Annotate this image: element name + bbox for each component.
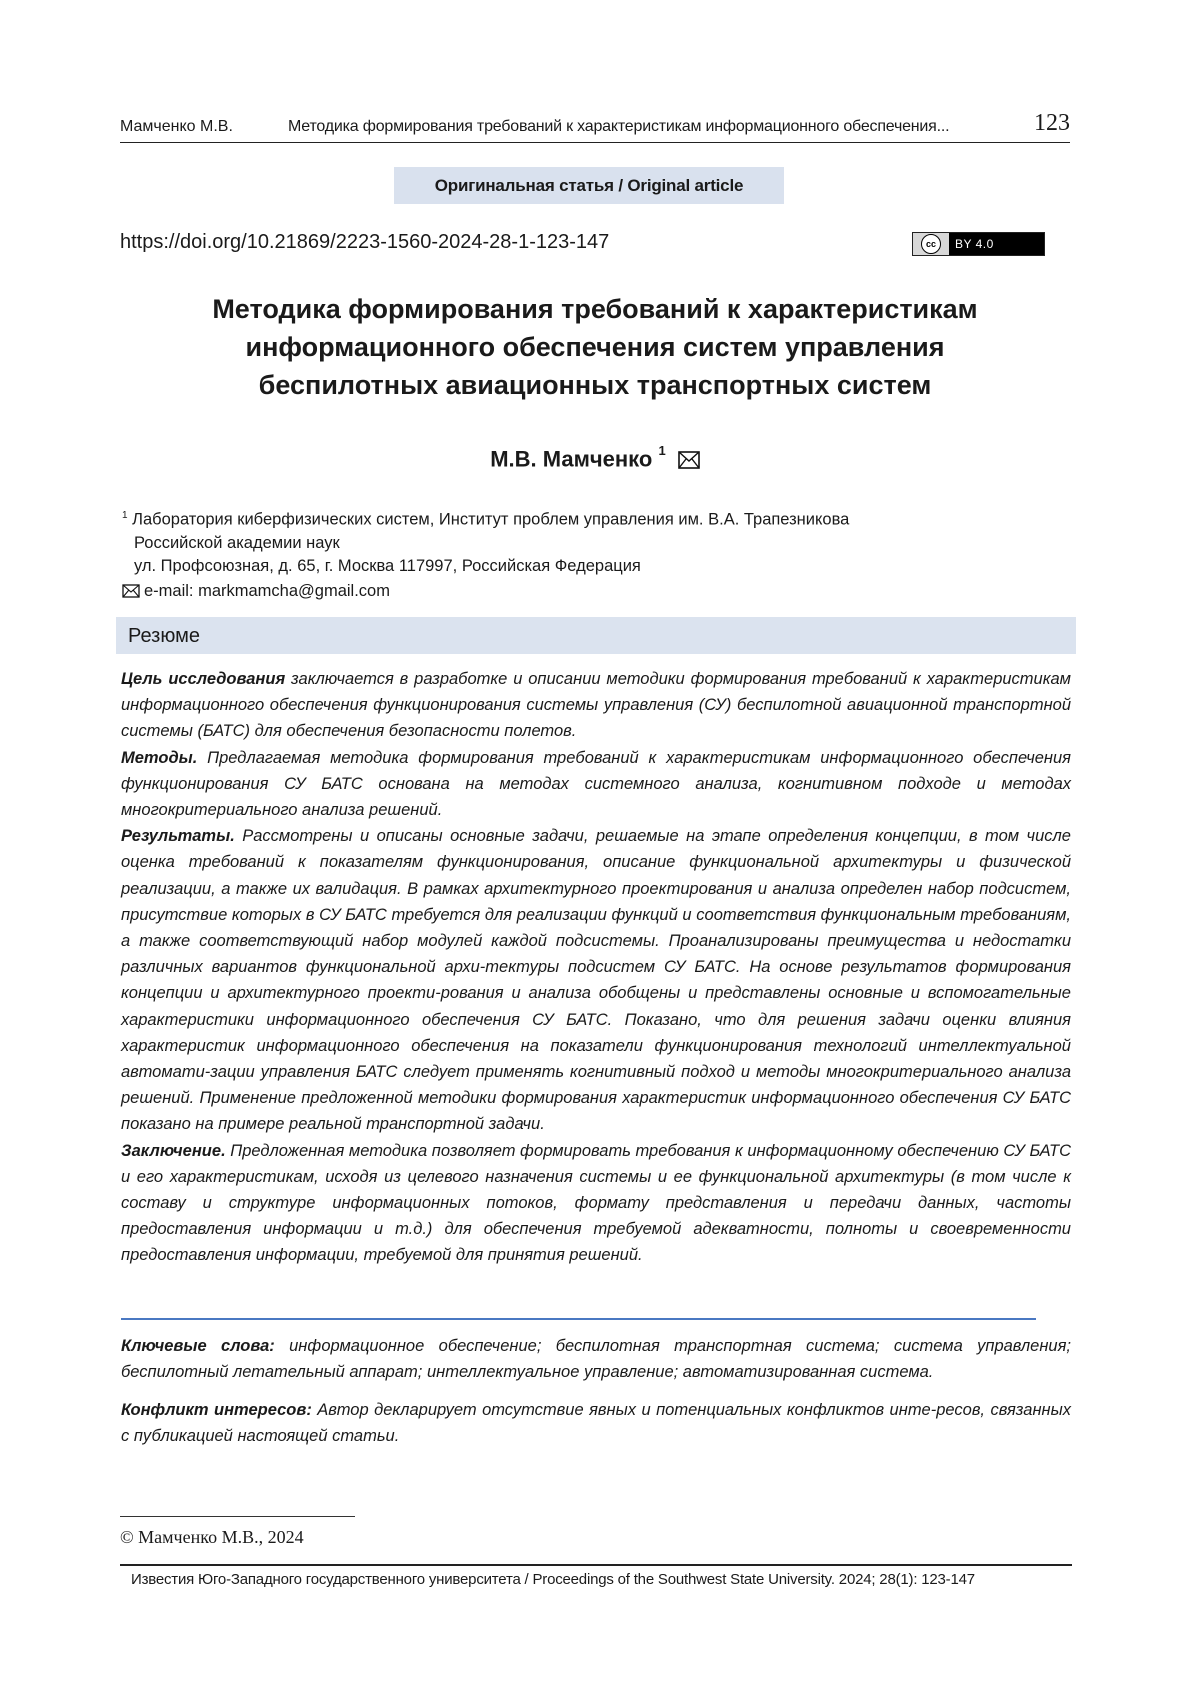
footnote-rule — [120, 1516, 355, 1517]
abstract-purpose: Цель исследования заключается в разработке и описании методики формирования требований к характеристикам информационного обеспечения функционирования системы управления (СУ) беспилотной авиационной транспортной системы (БАТС) для обеспечения безопасности полетов. — [121, 670, 1071, 741]
section-divider — [121, 1318, 1036, 1320]
cc-logo-icon: cc — [913, 233, 949, 255]
page-number: 123 — [1034, 110, 1070, 136]
title-line: информационного обеспечения систем управления — [245, 332, 945, 362]
keywords-text: информационное обеспечение; беспилотная транспортная система; система управления; беспилотный летательный аппарат; интеллектуальное управление; автоматизированная система. — [121, 1337, 1071, 1381]
license-version: BY 4.0 — [955, 237, 994, 251]
affiliation — [122, 504, 849, 578]
affiliation-line: Российской академии наук — [134, 533, 340, 552]
conflict-of-interest — [121, 1397, 1071, 1449]
email-text[interactable]: e-mail: markmamcha@gmail.com — [144, 582, 390, 600]
affiliation-line: Лаборатория киберфизических систем, Институт проблем управления им. В.А. Трапезникова — [132, 510, 850, 529]
abstract-results: Результаты. Рассмотрены и описаны основные задачи, решаемые на этапе определения концепции, в том числе оценка требований к показателям функционирования, описание функциональной архитектуры и физической реализации, а также их валидация. В рамках архитектурного проектирования и анализа определен набор подсистем, присутствие которых в СУ БАТС требуется для реализации функций и соответствия функциональным требованиям, а также соответствующий набор модулей каждой подсистемы. Проанализированы преимущества и недостатки различных вариантов функциональной архи-тектуры подсистем СУ БАТС. На основе результатов формирования концепции и архитектурного проекти-рования и анализа обобщены и представлены основные и вспомогательные характеристики информационного обеспечения СУ БАТС. Показано, что для решения задачи оценки влияния характеристик информационного обеспечения на показатели функционирования технологий интеллектуальной автомати-зации управления БАТС следует применять когнитивный подход и методы многокритериального анализа решений. Применение предложенной методики формирования характеристик информационного обеспечения СУ БАТС показано на примере реальной транспортной задачи. — [121, 827, 1071, 1134]
affiliation-ref: 1 — [122, 510, 128, 521]
running-header-title: Методика формирования требований к характеристикам информационного обеспечения... — [288, 118, 950, 135]
author-affiliation-ref: 1 — [658, 443, 666, 458]
abstract-purpose-label: Цель исследования — [121, 670, 286, 688]
resume-heading: Резюме — [128, 625, 200, 647]
keywords — [121, 1333, 1071, 1385]
affiliation-address: ул. Профсоюзная, д. 65, г. Москва 117997, Российская Федерация — [134, 556, 641, 575]
running-header — [120, 112, 1070, 143]
footer-rule — [120, 1564, 1072, 1566]
author-name: М.В. Мамченко — [490, 446, 653, 472]
author-email — [122, 582, 390, 601]
abstract — [121, 666, 1071, 1269]
envelope-icon[interactable] — [678, 451, 700, 469]
abstract-conclusion: Заключение. Предложенная методика позволяет формировать требования к информационному обеспечению СУ БАТС и его характеристикам, исходя из целевого назначения системы и ее функциональной архитектуры (в том числе к составу и структуре информационных потоков, формату представления и передачи данных, частоты предоставления информации и т.д.) для обеспечения требуемой адекватности, полноты и своевременности предоставления информации, требуемой для принятия решений. — [121, 1141, 1071, 1265]
running-header-author: Мамченко М.В. — [120, 118, 233, 135]
article-type-badge: Оригинальная статья / Original article — [394, 167, 784, 204]
abstract-methods: Методы. Предлагаемая методика формирования требований к характеристикам информационного обеспечения функционирования СУ БАТС основана на методах системного анализа, когнитивном подходе и методах многокритериального анализа решений. — [121, 748, 1071, 820]
abstract-results-label: Результаты. — [121, 827, 235, 846]
title-line: Методика формирования требований к характеристикам — [212, 294, 978, 324]
envelope-icon — [122, 584, 140, 598]
abstract-methods-label: Методы. — [121, 748, 198, 767]
resume-heading-bar — [116, 617, 1076, 654]
doi-link[interactable]: https://doi.org/10.21869/2223-1560-2024-28-1-123-147 — [120, 231, 610, 253]
article-title — [120, 290, 1070, 404]
author-line — [120, 443, 1070, 472]
conflict-label: Конфликт интересов: — [121, 1401, 312, 1419]
copyright: © Мамченко М.В., 2024 — [120, 1527, 304, 1547]
cc-license-badge[interactable] — [912, 232, 1045, 256]
journal-footer: Известия Юго-Западного государственного университета / Proceedings of the Southwest State University. 2024; 28(1): 123-147 — [131, 1571, 975, 1588]
keywords-label: Ключевые слова: — [121, 1337, 275, 1355]
abstract-conclusion-label: Заключение. — [121, 1141, 226, 1160]
conflict-text: Автор декларирует отсутствие явных и потенциальных конфликтов инте-ресов, связанных с публикацией настоящей статьи. — [121, 1401, 1071, 1445]
title-line: беспилотных авиационных транспортных систем — [258, 370, 932, 400]
